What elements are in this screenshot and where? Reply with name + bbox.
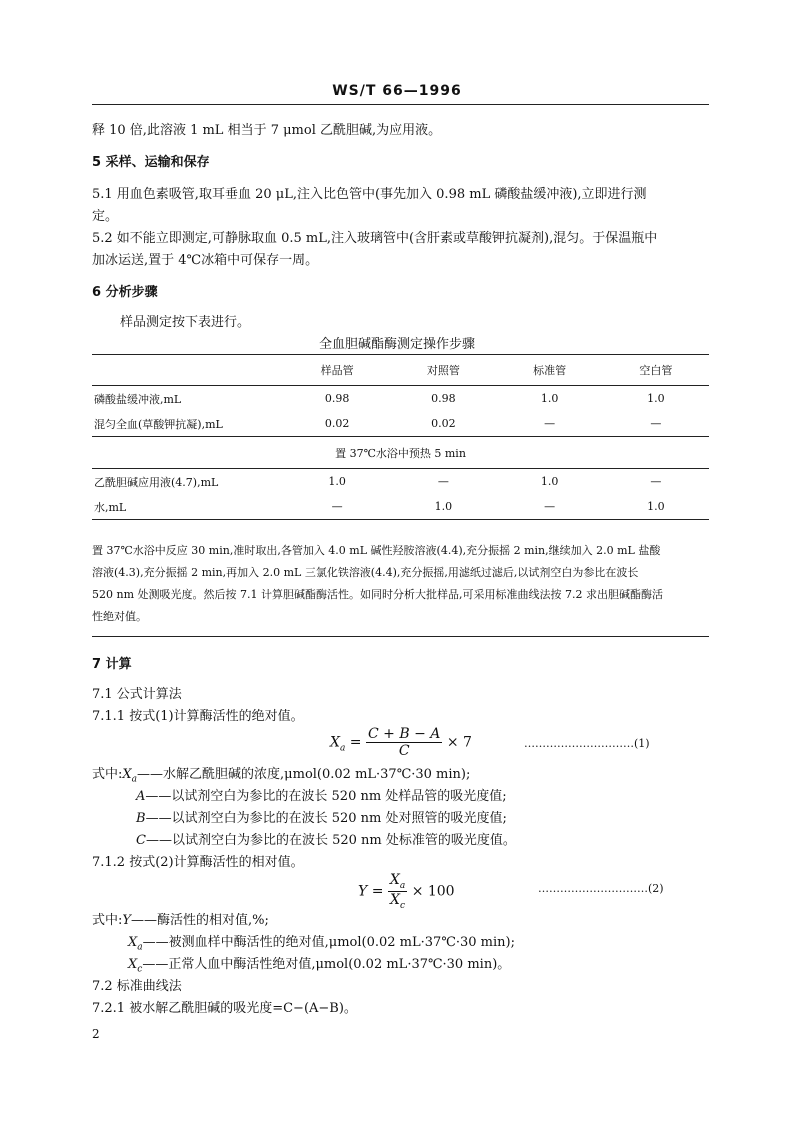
- table-cell: 1.0: [540, 475, 559, 488]
- where-1-line-3: C——以试剂空白为参比的在波长 520 nm 处标准管的吸光度值。: [136, 833, 516, 848]
- section-5-title: 5 采样、运输和保存: [92, 155, 210, 170]
- eq2-lhs: Y: [358, 883, 368, 900]
- clause-5-1-line2: 定。: [92, 209, 119, 224]
- where-2-head: 式中:: [92, 913, 123, 928]
- table-note-line: 溶液(4.3),充分振摇 2 min,再加入 2.0 mL 三氯化铁溶液(4.4),充分振摇,用滤纸过滤后,以试剂空白为参比在波长: [92, 566, 639, 579]
- standard-header: WS/T 66—1996: [332, 83, 462, 99]
- table-cell: —: [544, 417, 556, 430]
- clause-7-1-1: 7.1.1 按式(1)计算酶活性的绝对值。: [92, 709, 304, 724]
- section-6-title: 6 分析步骤: [92, 285, 158, 300]
- table-cell: 1.0: [603, 494, 709, 520]
- clause-7-2: 7.2 标准曲线法: [92, 979, 182, 994]
- clause-7-2-1: 7.2.1 被水解乙酰胆碱的吸光度=C−(A−B)。: [92, 1001, 357, 1016]
- table-cell: —: [284, 494, 390, 520]
- clause-5-2-line2: 加冰运送,置于 4℃冰箱中可保存一周。: [92, 253, 319, 268]
- table-cell: 磷酸盐缓冲液,mL: [94, 392, 182, 406]
- eq1-denominator: C: [398, 743, 410, 759]
- where-1-line-2: B——以试剂空白为参比的在波长 520 nm 处对照管的吸光度值;: [136, 811, 507, 826]
- table-cell: 混匀全血(草酸钾抗凝),mL: [94, 417, 223, 431]
- where-2-line-2: $X_c——$正常人血中酶活性绝对值,μmol(0.02 mL·37℃·30 min)。: [128, 957, 511, 975]
- table-note: [92, 540, 709, 628]
- eq1-lhs-sub: a: [339, 743, 346, 754]
- eq1-numerator: C + B − A: [367, 726, 441, 742]
- section-7-title: 7 计算: [92, 657, 132, 672]
- eq2-denominator: $X_c$: [390, 891, 406, 911]
- eq2-numerator: $X_a$: [389, 872, 406, 891]
- section-divider: [92, 636, 709, 637]
- table-header-row: [92, 355, 709, 386]
- where-2-line-1: $X_a——$被测血样中酶活性的绝对值,μmol(0.02 mL·37℃·30 min);: [128, 935, 515, 953]
- table-cell: —: [650, 417, 662, 430]
- table-row: [92, 494, 709, 520]
- table-title: 全血胆碱酯酶测定操作步骤: [318, 337, 475, 352]
- table-span-row: [92, 437, 709, 469]
- table-cell: 1.0: [540, 392, 559, 405]
- table-note-line: 性绝对值。: [92, 610, 147, 623]
- table-cell: 1.0: [328, 475, 346, 488]
- table-note-line: 置 37℃水浴中反应 30 min,准时取出,各管加入 4.0 mL 碱性羟胺溶液(4.4),充分振摇 2 min,继续加入 2.0 mL 盐酸: [92, 544, 661, 557]
- clause-5-1-line1: 5.1 用血色素吸管,取耳垂血 20 μL,注入比色管中(事先加入 0.98 mL 磷酸盐缓冲液),立即进行测: [92, 187, 647, 202]
- procedure-table: [92, 354, 709, 520]
- eq1-tail: × 7: [446, 734, 472, 751]
- where-1-line-1: A——以试剂空白为参比的在波长 520 nm 处样品管的吸光度值;: [136, 789, 507, 804]
- table-span-cell: 置 37℃水浴中预热 5 min: [92, 437, 709, 469]
- table-note-line: 520 nm 处测吸光度。然后按 7.1 计算胆碱酯酶活性。如同时分析大批样品,可采用标准曲线法按 7.2 求出胆碱酯酶活: [92, 588, 663, 601]
- table-header-cell: 空白管: [603, 355, 709, 386]
- table-row: [92, 469, 709, 495]
- table-cell: 0.98: [324, 392, 350, 405]
- table-header-cell: 标准管: [497, 355, 603, 386]
- where-2-line-0: 式中:Y——酶活性的相对值,%;: [92, 913, 269, 928]
- eq2-number: …………………………(2): [538, 882, 664, 895]
- table-header-cell: [92, 355, 284, 386]
- table-cell: 0.98: [431, 392, 456, 405]
- table-cell: 乙酰胆碱应用液(4.7),mL: [94, 475, 219, 489]
- section-6-lead: 样品测定按下表进行。: [120, 315, 251, 330]
- eq1-number: …………………………(1): [524, 737, 650, 750]
- clause-7-1: 7.1 公式计算法: [92, 687, 182, 702]
- table-cell: 1.0: [647, 392, 665, 405]
- equation-1: $X_a$ = $\frac{C + B - A}{C}$ × 7: [330, 726, 472, 759]
- table-header-cell: 对照管: [390, 355, 496, 386]
- page-number: 2: [92, 1027, 100, 1041]
- table-cell: 1.0: [390, 494, 496, 520]
- table-header-cell: 样品管: [284, 355, 390, 386]
- clause-5-2-line1: 5.2 如不能立即测定,可静脉取血 0.5 mL,注入玻璃管中(含肝素或草酸钾抗凝剂),混匀。于保温瓶中: [92, 231, 658, 246]
- eq2-tail: × 100: [411, 883, 455, 900]
- equation-2: Y = $\frac{X_a}{X_c}$ × 100: [358, 872, 455, 911]
- where-1-line-0: 式中$:X_a——$水解乙酰胆碱的浓度,μmol(0.02 mL·37℃·30 min);: [92, 767, 471, 785]
- where-1-head: 式中:: [92, 767, 123, 782]
- intro-line: 释 10 倍,此溶液 1 mL 相当于 7 μmol 乙酰胆碱,为应用液。: [92, 123, 442, 138]
- table-cell: —: [650, 475, 662, 488]
- table-row: [92, 411, 709, 437]
- table-cell: —: [437, 475, 449, 488]
- table-cell: 水,mL: [92, 494, 284, 520]
- eq1-fraction: [366, 726, 442, 759]
- table-row: [92, 386, 709, 412]
- eq2-fraction: [388, 872, 407, 911]
- clause-7-1-2: 7.1.2 按式(2)计算酶活性的相对值。: [92, 855, 304, 870]
- table-cell: —: [497, 494, 603, 520]
- header-rule: [92, 104, 709, 105]
- table-cell: 0.02: [324, 417, 350, 430]
- table-cell: 0.02: [431, 417, 456, 430]
- eq1-lhs: X: [330, 734, 340, 751]
